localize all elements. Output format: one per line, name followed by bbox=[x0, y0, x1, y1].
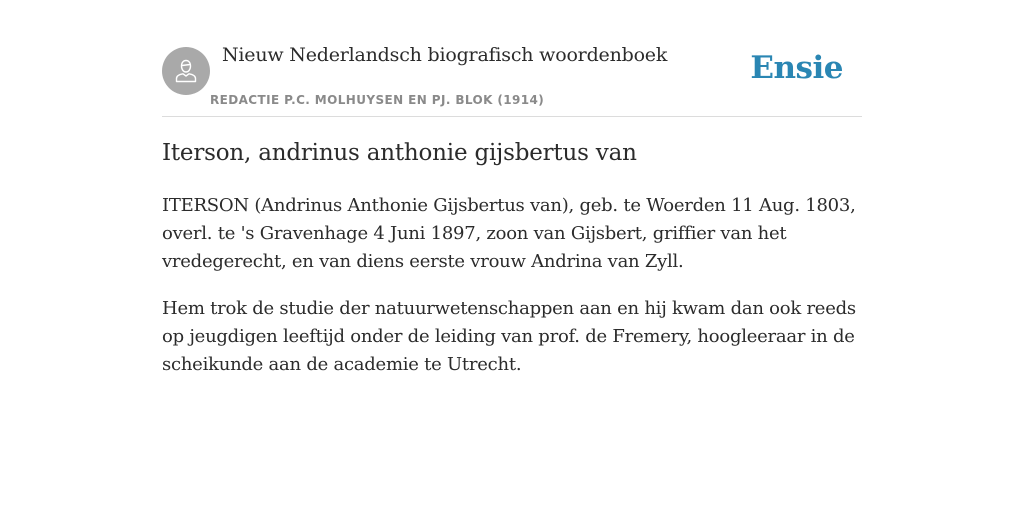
page-container bbox=[162, 0, 862, 375]
paragraph: Hem trok de studie der natuurwetenschappen aan en hij kwam dan ook reeds op jeugdigen leeftijd onder de leiding van prof. de Fremery, hoogleeraar in de scheikunde aan de academie te Utrecht. bbox=[162, 298, 856, 375]
editors-label: REDACTIE P.C. MOLHUYSEN EN PJ. BLOK (1914) bbox=[210, 93, 545, 107]
source-header bbox=[162, 0, 862, 117]
book-title[interactable]: Nieuw Nederlandsch biografisch woordenboek bbox=[222, 44, 668, 66]
entry-title: Iterson, andrinus anthonie gijsbertus van bbox=[162, 140, 637, 166]
entry-body bbox=[162, 192, 862, 398]
paragraph: ITERSON (Andrinus Anthonie Gijsbertus van), geb. te Woerden 11 Aug. 1803, overl. te 's Gravenhage 4 Juni 1897, zoon van Gijsbert, griffier van het vredegerecht, en van diens eerste vrouw Andrina van Zyll. bbox=[162, 195, 856, 272]
user-silhouette-icon bbox=[171, 56, 201, 86]
ensie-logo[interactable]: Ensie bbox=[750, 50, 843, 86]
avatar[interactable] bbox=[162, 47, 210, 95]
